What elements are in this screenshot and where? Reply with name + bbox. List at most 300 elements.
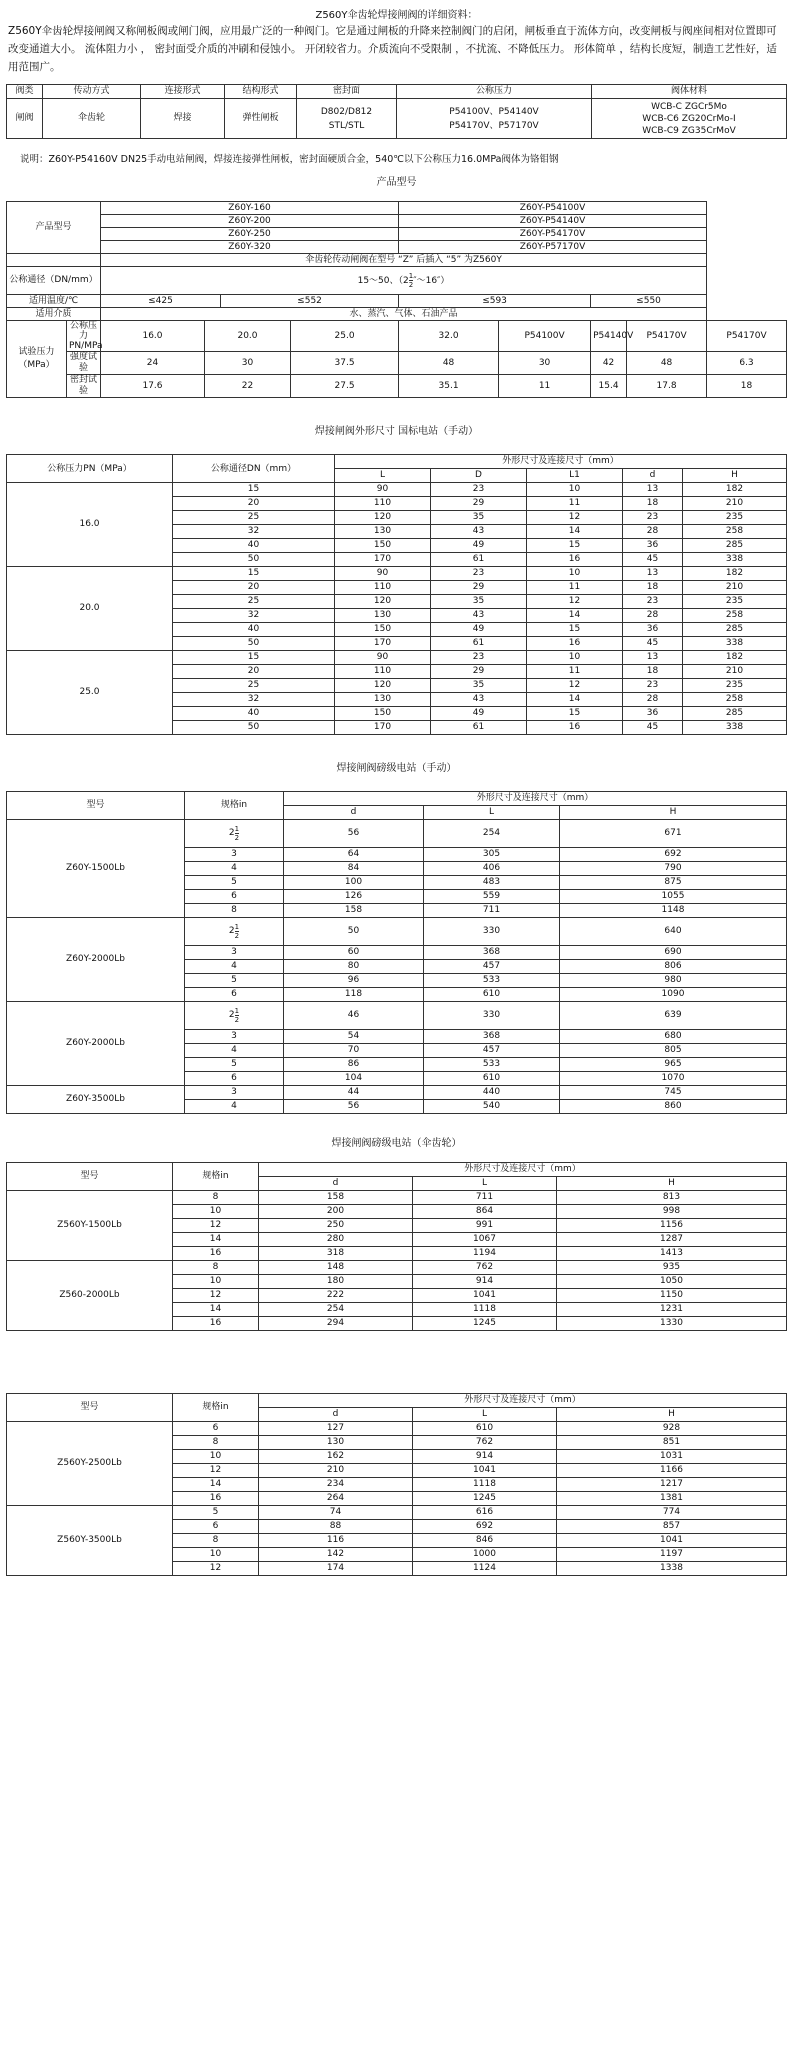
table-cell: 965 <box>560 1058 787 1072</box>
table-cell: 210 <box>683 581 787 595</box>
lbb-table-body <box>7 1191 787 1331</box>
table-cell: 1148 <box>560 904 787 918</box>
table-cell: 1194 <box>413 1247 557 1261</box>
table-cell: 126 <box>284 890 424 904</box>
table-cell: 258 <box>683 693 787 707</box>
table-cell: 338 <box>683 637 787 651</box>
gb-h-pressure: 公称压力PN（MPa） <box>7 455 173 483</box>
table-cell: 14 <box>527 525 623 539</box>
table-row <box>7 918 787 946</box>
temp-2: ≤552 <box>221 295 399 308</box>
table-cell: 991 <box>413 1219 557 1233</box>
table-cell <box>185 1002 284 1030</box>
frac-den: 2 <box>408 281 414 289</box>
table-cell: 671 <box>560 820 787 848</box>
table-cell: 254 <box>259 1303 413 1317</box>
lbm-col-H: H <box>560 806 787 820</box>
table-cell: 1050 <box>557 1275 787 1289</box>
table-cell: 285 <box>683 539 787 553</box>
pn-7: P54170V <box>627 321 707 352</box>
table-cell: 285 <box>683 707 787 721</box>
table-cell: 23 <box>431 567 527 581</box>
table-cell: 120 <box>335 595 431 609</box>
table-cell: 40 <box>173 539 335 553</box>
table-cell: 25 <box>173 679 335 693</box>
fraction-whole: 2 <box>228 926 235 936</box>
table-cell: 130 <box>259 1436 413 1450</box>
gb-table-title: 焊接闸阀外形尺寸 国标电站（手动） <box>314 426 479 437</box>
lbb-h-dims: 外形尺寸及连接尺寸（mm） <box>259 1163 787 1177</box>
spec-seal-2: STL/STL <box>328 120 365 131</box>
table-cell: 280 <box>259 1233 413 1247</box>
table-row <box>7 820 787 848</box>
table-cell: 264 <box>259 1492 413 1506</box>
table-cell: 440 <box>424 1086 560 1100</box>
table-cell: 4 <box>185 960 284 974</box>
fraction <box>235 923 239 940</box>
lbb2-table-body <box>7 1422 787 1576</box>
table-cell: 158 <box>259 1191 413 1205</box>
spec-pressure-2: P54170V、P57170V <box>449 120 539 131</box>
table-cell: 43 <box>431 609 527 623</box>
table-cell: 182 <box>683 651 787 665</box>
table-cell: 1118 <box>413 1478 557 1492</box>
table-cell: 14 <box>173 1478 259 1492</box>
temp-1: ≤425 <box>101 295 221 308</box>
strength-4: 48 <box>399 352 499 375</box>
table-cell: 533 <box>424 1058 560 1072</box>
model-left-1: Z60Y-160 <box>101 202 399 215</box>
table-cell: 61 <box>431 637 527 651</box>
mixed-fraction <box>228 1007 240 1024</box>
group-label-cell: 16.0 <box>7 483 173 567</box>
group-label-cell: Z60Y-2000Lb <box>7 918 185 1002</box>
bevel-note-row <box>7 254 787 267</box>
lbm-table-body <box>7 820 787 1114</box>
seal-label: 密封试验 <box>67 375 101 398</box>
table-cell: 86 <box>284 1058 424 1072</box>
table-cell: 14 <box>173 1303 259 1317</box>
table-cell <box>185 918 284 946</box>
table-cell: 640 <box>560 918 787 946</box>
model-left-4: Z60Y-320 <box>101 241 399 254</box>
table-cell: 118 <box>284 988 424 1002</box>
table-cell: 15 <box>173 567 335 581</box>
table-cell: 875 <box>560 876 787 890</box>
spec-h-type: 阀类 <box>7 85 43 99</box>
strength-8-cell: 6.3 <box>707 352 787 375</box>
table-cell: 210 <box>683 665 787 679</box>
fraction-num: 1 <box>234 923 240 931</box>
table-cell: 8 <box>173 1436 259 1450</box>
table-cell: 150 <box>335 623 431 637</box>
table-cell: 1041 <box>557 1534 787 1548</box>
gb-header-row <box>7 455 787 469</box>
table-cell: 49 <box>431 539 527 553</box>
table-cell: 318 <box>259 1247 413 1261</box>
spec-h-connection: 连接形式 <box>141 85 225 99</box>
table-cell: 96 <box>284 974 424 988</box>
gb-table-body <box>7 483 787 735</box>
table-cell: 12 <box>173 1562 259 1576</box>
table-cell: 1124 <box>413 1562 557 1576</box>
table-cell: 745 <box>560 1086 787 1100</box>
gb-h-dims: 外形尺寸及连接尺寸（mm） <box>335 455 787 469</box>
table-cell: 28 <box>623 693 683 707</box>
group-label-cell: Z560-2000Lb <box>7 1261 173 1331</box>
table-cell: 50 <box>173 553 335 567</box>
seal-5: 11 <box>499 375 591 398</box>
table-cell: 50 <box>284 918 424 946</box>
seal-4: 35.1 <box>399 375 499 398</box>
seal-row <box>7 375 787 398</box>
table-cell: 150 <box>335 539 431 553</box>
table-cell: 28 <box>623 609 683 623</box>
table-cell: 1330 <box>557 1317 787 1331</box>
table-cell: 1070 <box>560 1072 787 1086</box>
table-cell: 1090 <box>560 988 787 1002</box>
table-cell: 70 <box>284 1044 424 1058</box>
lbb-col-H: H <box>557 1177 787 1191</box>
table-cell: 13 <box>623 567 683 581</box>
spec-type: 闸阀 <box>7 99 43 139</box>
table-cell: 4 <box>185 1044 284 1058</box>
lbb2-header-row <box>7 1394 787 1408</box>
table-cell: 4 <box>185 1100 284 1114</box>
table-cell: 935 <box>557 1261 787 1275</box>
seal-6: 15.4 <box>591 375 627 398</box>
lbm-col-d: d <box>284 806 424 820</box>
table-cell: 61 <box>431 553 527 567</box>
table-cell: 15 <box>527 539 623 553</box>
gb-col-H: H <box>683 469 787 483</box>
table-cell: 180 <box>259 1275 413 1289</box>
pn-2: 20.0 <box>205 321 291 352</box>
pn-8-cell: P54170V <box>707 321 787 352</box>
table-row <box>7 483 787 497</box>
gb-col-L: L <box>335 469 431 483</box>
model-right-2: Z60Y-P54140V <box>399 215 707 228</box>
table-cell: 8 <box>173 1261 259 1275</box>
group-label-cell: Z60Y-2000Lb <box>7 1002 185 1086</box>
table-cell: 29 <box>431 665 527 679</box>
group-label-cell: 20.0 <box>7 567 173 651</box>
table-cell: 1055 <box>560 890 787 904</box>
group-label-cell: Z560Y-2500Lb <box>7 1422 173 1506</box>
table-cell: 11 <box>527 581 623 595</box>
table-cell: 35 <box>431 511 527 525</box>
table-cell: 20 <box>173 665 335 679</box>
spec-material-1: WCB-C ZGCr5Mo <box>651 101 727 112</box>
table-row <box>7 567 787 581</box>
table-cell: 860 <box>560 1100 787 1114</box>
table-cell: 14 <box>527 693 623 707</box>
table-cell: 610 <box>413 1422 557 1436</box>
spec-material-3: WCB-C9 ZG35CrMoV <box>642 125 736 136</box>
lbb2-h-spec: 规格in <box>173 1394 259 1422</box>
temp-3: ≤593 <box>399 295 591 308</box>
table-cell: 20 <box>173 497 335 511</box>
gb-col-L1: L1 <box>527 469 623 483</box>
table-cell: 45 <box>623 553 683 567</box>
table-cell: 29 <box>431 581 527 595</box>
spec-table <box>6 84 787 139</box>
lbb-h-spec: 规格in <box>173 1163 259 1191</box>
doc-title: Z560Y伞齿轮焊接闸阀的详细资料： <box>315 10 478 21</box>
mixed-fraction <box>228 825 240 842</box>
table-cell: 40 <box>173 623 335 637</box>
table-cell: 1041 <box>413 1289 557 1303</box>
table-cell: 74 <box>259 1506 413 1520</box>
lbm-h-spec: 规格in <box>185 792 284 820</box>
table-cell: 10 <box>527 567 623 581</box>
table-cell: 14 <box>173 1233 259 1247</box>
group-label-cell: Z60Y-1500Lb <box>7 820 185 918</box>
table-cell: 116 <box>259 1534 413 1548</box>
table-cell: 980 <box>560 974 787 988</box>
table-cell: 210 <box>683 497 787 511</box>
table-cell: 49 <box>431 707 527 721</box>
table-cell: 10 <box>527 651 623 665</box>
group-label-cell: Z60Y-3500Lb <box>7 1086 185 1114</box>
table-cell: 120 <box>335 679 431 693</box>
pn-5: P54100V <box>499 321 591 352</box>
table-cell: 235 <box>683 679 787 693</box>
table-cell: 50 <box>173 721 335 735</box>
spec-h-pressure: 公称压力 <box>397 85 592 99</box>
table-row <box>7 1506 787 1520</box>
strength-3: 37.5 <box>291 352 399 375</box>
table-cell: 998 <box>557 1205 787 1219</box>
table-cell: 8 <box>173 1191 259 1205</box>
table-cell: 285 <box>683 623 787 637</box>
table-cell: 104 <box>284 1072 424 1086</box>
table-cell: 639 <box>560 1002 787 1030</box>
table-cell: 12 <box>527 595 623 609</box>
model-row <box>7 215 787 228</box>
table-cell: 158 <box>284 904 424 918</box>
fraction-num: 1 <box>234 825 240 833</box>
table-cell: 6 <box>185 1072 284 1086</box>
table-cell: 774 <box>557 1506 787 1520</box>
lbb-col-d: d <box>259 1177 413 1191</box>
table-cell: 8 <box>173 1534 259 1548</box>
table-cell: 4 <box>185 862 284 876</box>
seal-2: 22 <box>205 375 291 398</box>
table-cell: 110 <box>335 665 431 679</box>
model-row <box>7 228 787 241</box>
lb-bevel-title: 焊接闸阀磅级电站（伞齿轮） <box>331 1138 462 1149</box>
table-cell: 56 <box>284 1100 424 1114</box>
table-cell: 1118 <box>413 1303 557 1317</box>
gb-col-D: D <box>431 469 527 483</box>
bevel-note: 伞齿轮传动闸阀在型号 “Z” 后插入 “5” 为Z560Y <box>101 254 707 267</box>
table-cell: 10 <box>173 1548 259 1562</box>
table-cell: 64 <box>284 848 424 862</box>
table-cell: 90 <box>335 483 431 497</box>
model-right-1: Z60Y-P54100V <box>399 202 707 215</box>
table-cell: 616 <box>413 1506 557 1520</box>
table-cell: 25 <box>173 595 335 609</box>
table-cell: 457 <box>424 960 560 974</box>
table-cell: 5 <box>173 1506 259 1520</box>
table-cell: 806 <box>560 960 787 974</box>
spec-material <box>592 99 787 139</box>
table-cell: 1150 <box>557 1289 787 1303</box>
table-cell: 54 <box>284 1030 424 1044</box>
spec-connection: 焊接 <box>141 99 225 139</box>
table-cell: 120 <box>335 511 431 525</box>
table-cell: 234 <box>259 1478 413 1492</box>
table-cell: 10 <box>173 1450 259 1464</box>
gb-table <box>6 454 787 735</box>
table-cell: 46 <box>284 1002 424 1030</box>
media-label: 适用介质 <box>7 308 101 321</box>
table-cell: 813 <box>557 1191 787 1205</box>
table-cell: 250 <box>259 1219 413 1233</box>
table-cell: 762 <box>413 1436 557 1450</box>
frac-num: 1 <box>408 272 414 280</box>
table-cell: 56 <box>284 820 424 848</box>
table-cell: 559 <box>424 890 560 904</box>
fraction-whole: 2 <box>228 828 235 838</box>
table-cell: 692 <box>560 848 787 862</box>
table-cell: 210 <box>259 1464 413 1478</box>
table-row <box>7 651 787 665</box>
table-cell: 338 <box>683 553 787 567</box>
lbb2-h-model: 型号 <box>7 1394 173 1422</box>
table-cell: 914 <box>413 1450 557 1464</box>
table-cell: 8 <box>185 904 284 918</box>
strength-7: 48 <box>627 352 707 375</box>
table-cell: 406 <box>424 862 560 876</box>
fraction-den: 2 <box>234 932 240 940</box>
table-cell: 32 <box>173 609 335 623</box>
table-cell: 35 <box>431 679 527 693</box>
table-cell: 50 <box>173 637 335 651</box>
lbb2-h-dims: 外形尺寸及连接尺寸（mm） <box>259 1394 787 1408</box>
table-cell: 305 <box>424 848 560 862</box>
spec-h-material: 阀体材料 <box>592 85 787 99</box>
table-cell: 16 <box>173 1317 259 1331</box>
table-cell: 3 <box>185 946 284 960</box>
table-cell: 182 <box>683 483 787 497</box>
model-left-3: Z60Y-250 <box>101 228 399 241</box>
table-cell: 1000 <box>413 1548 557 1562</box>
table-cell: 142 <box>259 1548 413 1562</box>
table-cell: 16 <box>173 1492 259 1506</box>
table-cell: 20 <box>173 581 335 595</box>
nominal-diameter-prefix: 15～50、（2 <box>357 276 409 286</box>
table-cell: 130 <box>335 609 431 623</box>
table-cell: 16 <box>173 1247 259 1261</box>
table-cell: 540 <box>424 1100 560 1114</box>
table-cell: 6 <box>173 1520 259 1534</box>
nominal-diameter-suffix: ～16″） <box>416 276 450 286</box>
table-cell: 36 <box>623 707 683 721</box>
table-cell: 690 <box>560 946 787 960</box>
table-cell: 258 <box>683 609 787 623</box>
table-cell: 914 <box>413 1275 557 1289</box>
table-cell: 170 <box>335 721 431 735</box>
temp-label: 适用温度/℃ <box>7 295 101 308</box>
table-cell: 44 <box>284 1086 424 1100</box>
table-cell: 15 <box>173 651 335 665</box>
table-cell: 130 <box>335 693 431 707</box>
table-cell: 90 <box>335 651 431 665</box>
pn-label: 公称压力PN/MPa <box>67 321 101 352</box>
table-cell: 49 <box>431 623 527 637</box>
lbb2-col-L: L <box>413 1408 557 1422</box>
table-cell: 11 <box>527 497 623 511</box>
table-cell: 1245 <box>413 1492 557 1506</box>
table-cell: 43 <box>431 525 527 539</box>
table-row <box>7 1261 787 1275</box>
table-cell: 330 <box>424 1002 560 1030</box>
table-cell: 130 <box>335 525 431 539</box>
table-cell: 182 <box>683 567 787 581</box>
table-cell: 1231 <box>557 1303 787 1317</box>
group-label-cell: Z560Y-3500Lb <box>7 1506 173 1576</box>
nominal-diameter-value <box>101 267 707 295</box>
fraction-whole: 2 <box>228 1010 235 1020</box>
table-cell: 127 <box>259 1422 413 1436</box>
table-cell: 1287 <box>557 1233 787 1247</box>
table-cell <box>185 820 284 848</box>
spec-header-row <box>7 85 787 99</box>
media-value: 水、蒸汽、气体、石油产品 <box>101 308 707 321</box>
spec-h-seal: 密封面 <box>297 85 397 99</box>
table-cell: 1217 <box>557 1478 787 1492</box>
table-cell: 235 <box>683 595 787 609</box>
spec-row <box>7 99 787 139</box>
table-cell: 36 <box>623 623 683 637</box>
lbm-col-L: L <box>424 806 560 820</box>
table-cell: 15 <box>527 623 623 637</box>
lb-bevel-table <box>6 1162 787 1331</box>
table-cell: 5 <box>185 1058 284 1072</box>
table-cell: 174 <box>259 1562 413 1576</box>
table-cell: 3 <box>185 1086 284 1100</box>
strength-2: 30 <box>205 352 291 375</box>
table-cell: 790 <box>560 862 787 876</box>
test-label: 试验压力（MPa） <box>7 321 67 398</box>
spec-seal-1: D802/D812 <box>320 106 373 117</box>
table-cell: 3 <box>185 1030 284 1044</box>
fraction-num: 1 <box>234 1007 240 1015</box>
spec-h-structure: 结构形式 <box>225 85 297 99</box>
table-cell: 846 <box>413 1534 557 1548</box>
lbm-h-dims: 外形尺寸及连接尺寸（mm） <box>284 792 787 806</box>
table-cell: 170 <box>335 553 431 567</box>
table-cell: 12 <box>173 1289 259 1303</box>
table-cell: 18 <box>623 665 683 679</box>
table-cell: 254 <box>424 820 560 848</box>
gb-h-dn: 公称通径DN（mm） <box>173 455 335 483</box>
table-cell: 23 <box>623 679 683 693</box>
nominal-diameter-mid: ″ <box>413 276 417 286</box>
table-cell: 235 <box>683 511 787 525</box>
table-cell: 12 <box>527 679 623 693</box>
table-cell: 610 <box>424 988 560 1002</box>
table-cell: 1156 <box>557 1219 787 1233</box>
table-cell: 13 <box>623 651 683 665</box>
spec-h-drive: 传动方式 <box>43 85 141 99</box>
nominal-diameter-label: 公称通径（DN/mm） <box>7 267 101 295</box>
table-cell: 368 <box>424 946 560 960</box>
table-cell: 711 <box>413 1191 557 1205</box>
spec-drive: 伞齿轮 <box>43 99 141 139</box>
